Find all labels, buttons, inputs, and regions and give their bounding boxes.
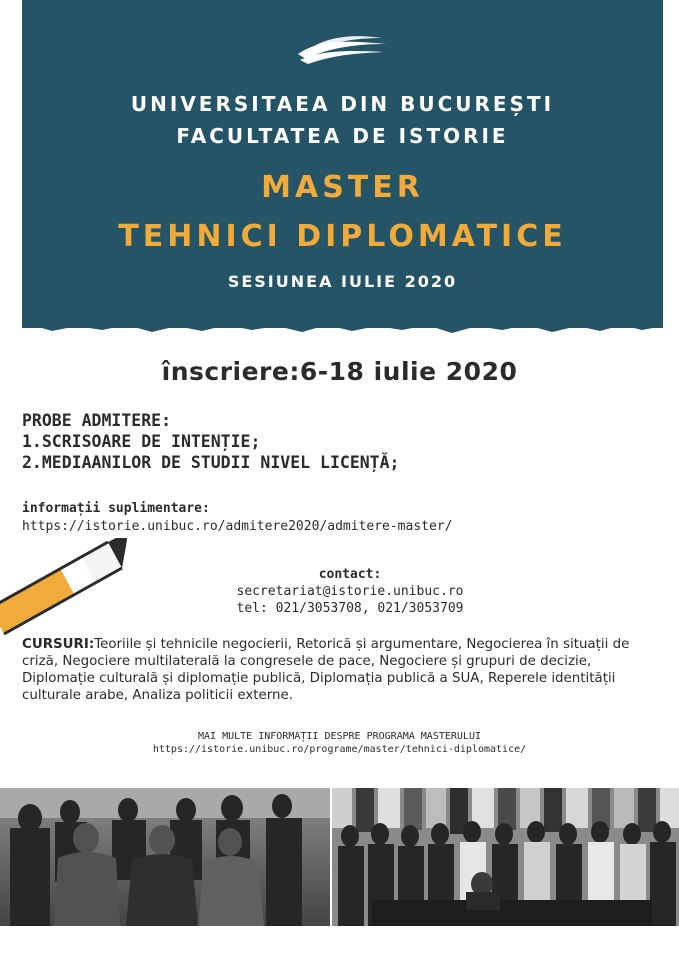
yalta-conference-photo [0,788,330,926]
more-info-section [0,730,679,756]
program-title-line1: MASTER [261,170,424,205]
faculty-name: FACULTATEA DE ISTORIE [176,124,509,148]
admission-title: PROBE ADMITERE: [22,411,172,430]
contact-phone: tel: 021/3053708, 021/3053709 [236,601,464,616]
info-section [22,500,642,536]
contact-section [180,566,520,617]
courses-label: CURSURI: [22,637,95,652]
pencil-icon [0,538,128,642]
un-charter-signing-photo [332,788,679,926]
program-title-line2: TEHNICI DIPLOMATICE [118,219,567,254]
more-info-link[interactable]: https://istorie.unibuc.ro/programe/master/tehnici-diplomatice/ [152,744,527,755]
admission-item: 1.SCRISOARE DE INTENȚIE; [22,432,261,451]
university-name: UNIVERSITAEA DIN BUCUREȘTI [130,92,555,116]
torn-edge-decoration [22,316,663,336]
contact-email[interactable]: secretariat@istorie.unibuc.ro [236,584,464,599]
wave-logo-icon [292,32,392,68]
admission-section [22,410,662,473]
contact-label: contact: [318,567,382,582]
courses-section [22,636,662,704]
registration-dates: înscriere:6-18 iulie 2020 [161,357,518,386]
courses-text: Teoriile și tehnicile negocierii, Retorică și argumentare, Negocierea în situații de criză, Negociere multilaterală la congresele de pace, Negociere și grupuri de decizie, Diplomație culturală și diplomație publică, Diplomația publică a SUA, Reperele identității culturale arabe, Analiza politicii externe. [22,637,630,703]
info-link[interactable]: https://istorie.unibuc.ro/admitere2020/admitere-master/ [22,519,453,534]
session-label: SESIUNEA IULIE 2020 [227,272,458,291]
info-label: informații suplimentare: [22,501,210,516]
header-banner [22,0,663,328]
more-info-label: MAI MULTE INFORMAȚII DESPRE PROGRAMA MASTERULUI [198,731,481,742]
admission-item: 2.MEDIAANILOR DE STUDII NIVEL LICENȚĂ; [22,453,400,472]
